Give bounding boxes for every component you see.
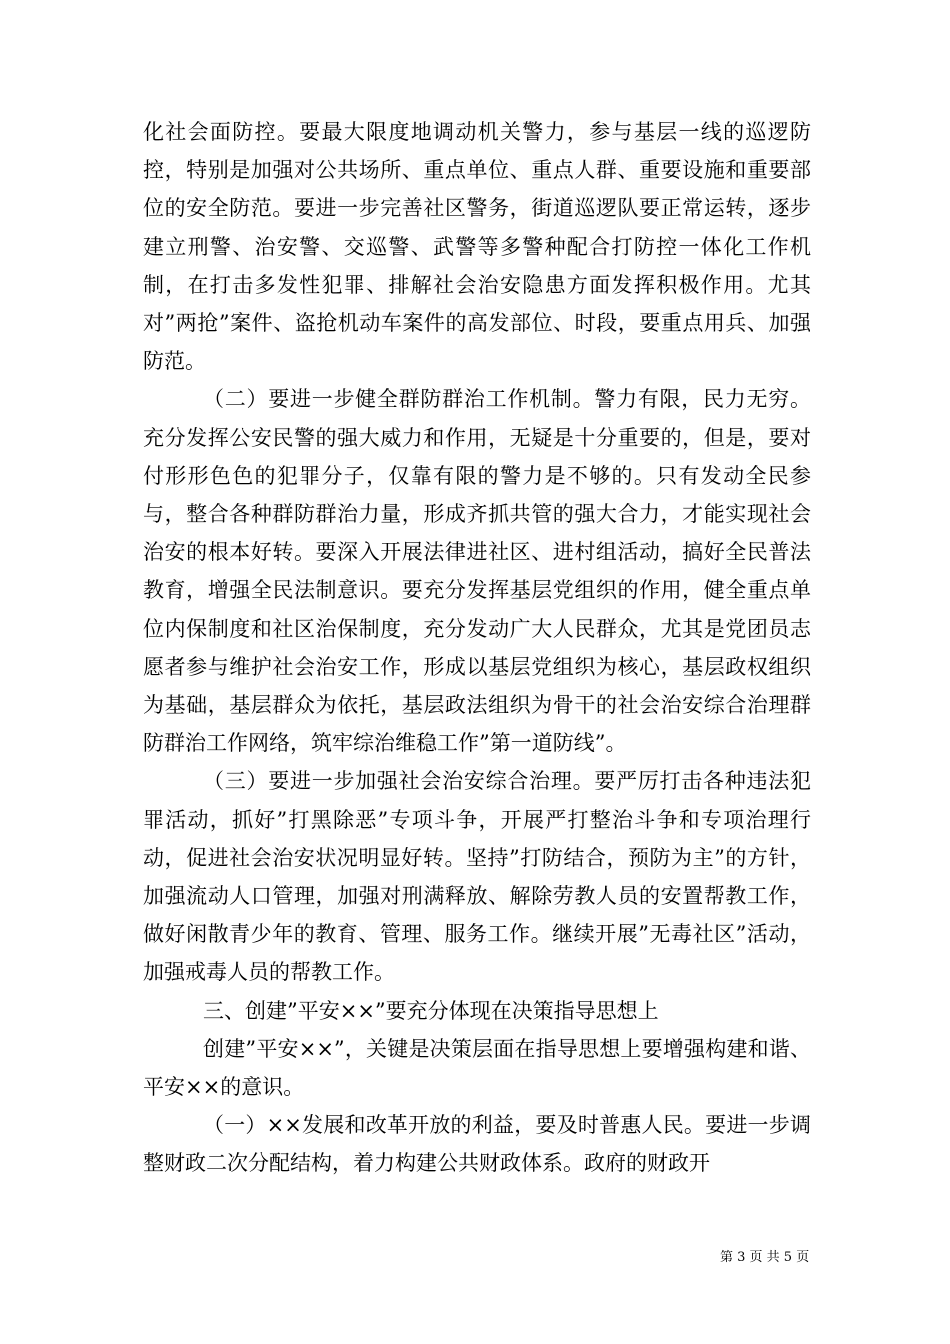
page-number-footer: 第 3 页 共 5 页 xyxy=(720,1250,810,1265)
paragraph-subsection-1: （一）××发展和改革开放的利益，要及时普惠人民。要进一步调整财政二次分配结构，着力构建公共财政体系。政府的财政开 xyxy=(143,1113,811,1176)
document-body xyxy=(143,113,811,1183)
paragraph-section-3: （三）要进一步加强社会治安综合治理。要严厉打击各种违法犯罪活动，抓好”打黑除恶”专项斗争，开展严打整治斗争和专项治理行动，促进社会治安状况明显好转。坚持”打防结合，预防为主”的方针，加强流动人口管理，加强对刑满释放、解除劳教人员的安置帮教工作，做好闲散青少年的教育、管理、服务工作。继续开展”无毒社区”活动，加强戒毒人员的帮教工作。 xyxy=(143,769,811,985)
section-heading: 三、创建”平安××”要充分体现在决策指导思想上 xyxy=(203,998,659,1023)
paragraph-continued: 化社会面防控。要最大限度地调动机关警力，参与基层一线的巡逻防控，特别是加强对公共场所、重点单位、重点人群、重要设施和重要部位的安全防范。要进一步完善社区警务，街道巡逻队要正常运转，逐步建立刑警、治安警、交巡警、武警等多警种配合打防控一体化工作机制，在打击多发性犯罪、排解社会治安隐患方面发挥积极作用。尤其对”两抢”案件、盗抢机动车案件的高发部位、时段，要重点用兵、加强防范。 xyxy=(143,120,811,374)
paragraph-intro: 创建”平安××”，关键是决策层面在指导思想上要增强构建和谐、平安××的意识。 xyxy=(143,1036,811,1100)
paragraph-section-2: （二）要进一步健全群防群治工作机制。警力有限，民力无穷。充分发挥公安民警的强大威力和作用，无疑是十分重要的，但是，要对付形形色色的犯罪分子，仅靠有限的警力是不够的。只有发动全民参与，整合各种群防群治力量，形成齐抓共管的强大合力，才能实现社会治安的根本好转。要深入开展法律进社区、进村组活动，搞好全民普法教育，增强全民法制意识。要充分发挥基层党组织的作用，健全重点单位内保制度和社区治保制度，充分发动广大人民群众，尤其是党团员志愿者参与维护社会治安工作，形成以基层党组织为核心，基层政权组织为基础，基层群众为依托，基层政法组织为骨干的社会治安综合治理群防群治工作网络，筑牢综治维稳工作”第一道防线”。 xyxy=(143,387,811,756)
